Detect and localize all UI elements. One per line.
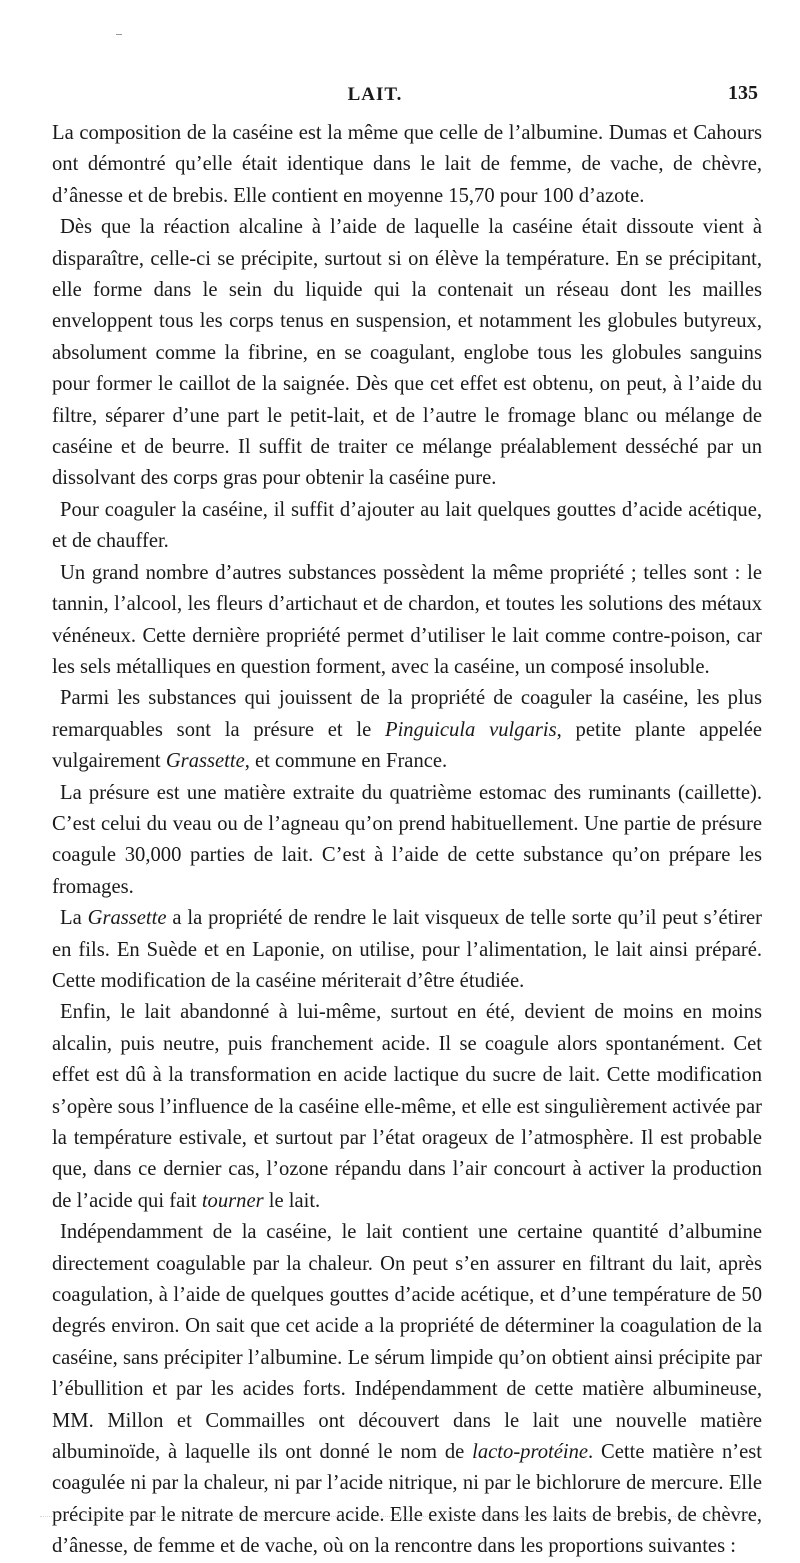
italic-term: Pinguicula vulgaris bbox=[384, 718, 557, 741]
text-run: , petite plante appelée vulgairement bbox=[52, 718, 762, 773]
paragraph bbox=[52, 1217, 762, 1562]
text-run: , et commune en France. bbox=[244, 750, 448, 773]
text-run: Enfin, le lait abandonné à lui-même, surtout en été, devient de moins en moins alcalin, puis neutre, puis franchement acide. Il se coagule alors spontanément. Cet effet est dû à la transformation en acide lactique du sucre de lait. Cette modification s’opère sous l’influence de la caséine elle-même, et elle est singulièrement activée par la température estivale, et surtout par l’état orageux de l’atmosphère. Il est probable que, dans ce dernier cas, l’ozone répandu dans l’air concourt à activer la production de l’acide qui fait bbox=[52, 1001, 762, 1212]
italic-term: Grassette bbox=[165, 750, 245, 773]
text-run: Indépendamment de la caséine, le lait contient une certaine quantité d’albumine directement coagulable par la chaleur. On peut s’en assurer en filtrant du lait, après coagulation, à l’aide de quelques gouttes d’acide acétique, et d’une température de 50 degrés environ. On sait que cet acide a la propriété de déterminer la coagulation de la caséine, sans précipiter l’albumine. Le sérum limpide qu’on obtient ainsi précipite par l’ébullition et par les acides forts. Indépendamment de cette matière albumineuse, MM. Millon et Commailles ont découvert dans le lait une nouvelle matière albuminoïde, à laquelle ils ont donné le nom de bbox=[52, 1221, 762, 1464]
print-mark bbox=[116, 34, 122, 35]
paragraph: Pour coaguler la caséine, il suffit d’ajouter au lait quelques gouttes d’acide acétique, et de chauffer. bbox=[52, 498, 762, 553]
page-header bbox=[52, 84, 758, 116]
italic-term: Grassette bbox=[87, 907, 167, 930]
paragraph: Dès que la réaction alcaline à l’aide de laquelle la caséine était dissoute vient à disparaître, celle-ci se précipite, surtout si on élève la température. En se précipitant, elle forme dans le sein du liquide qui la contenait un réseau dont les mailles enveloppent tous les corps tenus en suspension, et notamment les globules butyreux, absolument comme la fibrine, en se coagulant, englobe tous les globules sanguins pour former le caillot de la saignée. Dès que cet effet est obtenu, on peut, à l’aide du filtre, séparer d’une part le petit-lait, et de l’autre le fromage blanc ou mélange de caséine et de beurre. Il suffit de traiter ce mélange préalablement desséché par un dissolvant des corps gras pour obtenir la caséine pure. bbox=[52, 216, 762, 490]
paragraph bbox=[52, 683, 762, 777]
paragraph: Un grand nombre d’autres substances possèdent la même propriété ; telles sont : le tannin, l’alcool, les fleurs d’artichaut et de chardon, et toutes les solutions des métaux vénéneux. Cette dernière propriété permet d’utiliser le lait comme contre-poison, car les sels métalliques en question forment, avec la caséine, un composé insoluble. bbox=[52, 561, 762, 678]
italic-term: tourner bbox=[201, 1189, 264, 1212]
text-run: . Cette matière n’est coagulée ni par la chaleur, ni par l’acide nitrique, ni par le bichlorure de mercure. Elle précipite par le nitrate de mercure acide. Elle existe dans les laits de brebis, de chèvre, d’ânesse, de femme et de vache, où on la rencontre dans les proportions suivantes : bbox=[52, 1441, 762, 1558]
running-title: LAIT. bbox=[347, 84, 403, 105]
scan-artifact bbox=[40, 1516, 760, 1519]
paragraph bbox=[52, 997, 762, 1217]
text-run: le lait. bbox=[263, 1189, 321, 1212]
paragraph: La présure est une matière extraite du quatrième estomac des ruminants (caillette). C’est celui du veau ou de l’agneau qu’on prend habituellement. Une partie de présure coagule 30,000 parties de lait. C’est à l’aide de cette substance qu’on prépare les fromages. bbox=[52, 781, 762, 898]
paragraph bbox=[52, 903, 762, 997]
text-run: La bbox=[60, 907, 88, 930]
italic-term: lacto-protéine bbox=[472, 1441, 589, 1464]
page-number: 135 bbox=[728, 82, 758, 104]
text-run: Parmi les substances qui jouissent de la propriété de coaguler la caséine, les plus remarquables sont la présure et le bbox=[52, 687, 762, 741]
text-run: a la propriété de rendre le lait visqueux de telle sorte qu’il peut s’étirer en fils. En Suède et en Laponie, on utilise, pour l’alimentation, le lait ainsi préparé. Cette modification de la caséine mériterait d’être étudiée. bbox=[52, 907, 762, 992]
paragraph: La composition de la caséine est la même que celle de l’albumine. Dumas et Cahours ont démontré qu’elle était identique dans le lait de femme, de vache, de chèvre, d’ânesse et de brebis. Elle contient en moyenne 15,70 pour 100 d’azote. bbox=[52, 122, 762, 207]
body-text bbox=[52, 118, 762, 1563]
